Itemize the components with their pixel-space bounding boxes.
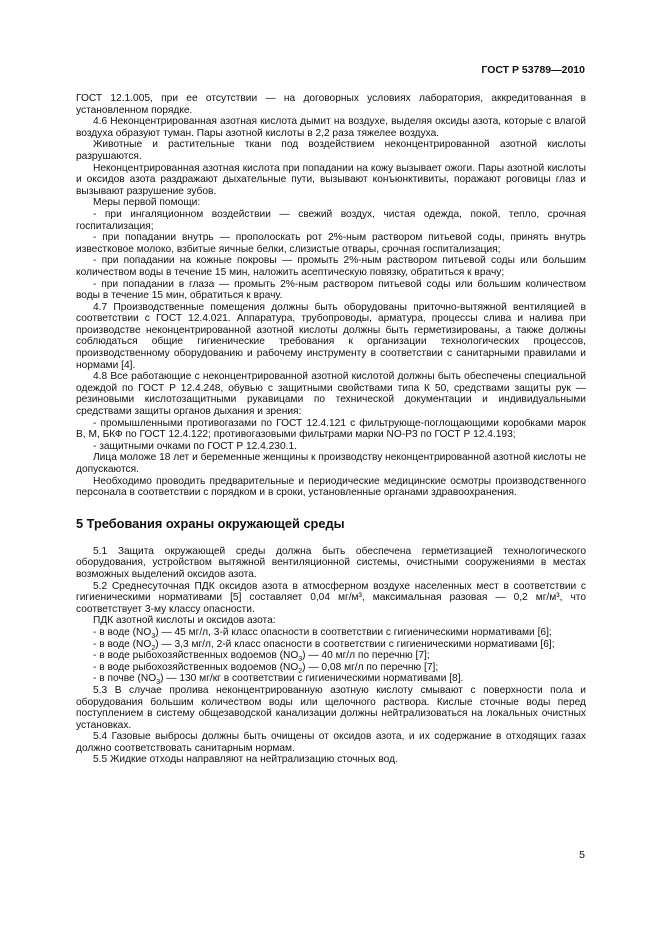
- pdk-item: - в воде рыбохозяйственных водоемов $(NO_2)$ — 0,08 мг/л по перечню [7];: [93, 661, 439, 675]
- first-aid-item: - при попадании на кожные покровы — промыть 2%-ным раствором питьевой соды или большим количеством воды в течение 15 мин, наложить асептическую повязку, обратиться к врачу;: [76, 255, 586, 278]
- document-code: ГОСТ Р 53789—2010: [481, 64, 585, 76]
- paragraph-4-5-continuation: ГОСТ 12.1.005, при ее отсутствии — на договорных условиях лаборатория, аккредитованная в установленном порядке.: [76, 93, 586, 116]
- first-aid-item: - при попадании в глаза — промыть 2%-ным раствором питьевой соды или большим количеством воды в течение 15 мин, обратиться к врачу.: [76, 278, 586, 302]
- ppe-item: - промышленными противогазами по ГОСТ 12.4.121 с фильтрующе-поглощающими коробками марок В, М, БКФ по ГОСТ 12.4.122; противогазовыми фильтрами марки NO-P3 по ГОСТ Р 12.4.193;: [76, 417, 586, 441]
- section-5-heading: 5 Требования охраны окружающей среды: [76, 515, 345, 531]
- paragraph-animal-tissue: Животные и растительные ткани под воздействием неконцентрированной азотной кислоты разрушаются.: [76, 139, 586, 162]
- pdk-item: - в почве $(NO_3)$ — 130 мг/кг в соответствии с гигиеническими нормативами [8].: [93, 673, 464, 687]
- paragraph-4-8: 4.8 Все работающие с неконцентрированной азотной кислотой должны быть обеспечены специальной одеждой по ГОСТ Р 12.4.248, обувью с защитными свойствами типа К 50, средствами защиты рук — резиновыми кислотозащитными рукавицами по технической документации и индивидуальными средствами защиты органов дыхания и зрения:: [76, 371, 586, 418]
- page-body: [76, 93, 586, 766]
- paragraph-5-4: 5.4 Газовые выбросы должны быть очищены от оксидов азота, и их содержание в отходящих газах должно соответствовать санитарным нормам.: [76, 731, 586, 754]
- first-aid-title: Меры первой помощи:: [93, 197, 201, 209]
- paragraph-5-3: 5.3 В случае пролива неконцентрированную азотную кислоту смывают с поверхности пола и оборудования большим количеством воды или щелочного раствора. Кислые сточные воды перед поступлением в систему общезаводской канализации должны нейтрализоваться на локальных очистных установках.: [76, 684, 586, 731]
- first-aid-item: - при попадании внутрь — прополоскать рот 2%-ным раствором питьевой соды, принять внутрь известковое молоко, взбитые яичные белки, слизистые отвары, срочная госпитализация;: [76, 232, 586, 255]
- paragraph-5-5: 5.5 Жидкие отходы направляют на нейтрализацию сточных вод.: [93, 754, 398, 766]
- paragraph-4-6: 4.6 Неконцентрированная азотная кислота дымит на воздухе, выделяя оксиды азота, которые с влагой воздуха образуют туман. Пары азотной кислоты в 2,2 раза тяжелее воздуха.: [76, 116, 586, 139]
- paragraph-skin-contact: Неконцентрированная азотная кислота при попадании на кожу вызывает ожоги. Пары азотной кислоты и оксидов азота раздражают дыхательные пути, вызывают конъюнктивиты, поражают роговицы глаз и вызывают разрушение зубов.: [76, 162, 586, 197]
- pdk-title: ПДК азотной кислоты и оксидов азота:: [93, 615, 276, 627]
- paragraph-5-2: 5.2 Среднесуточная ПДК оксидов азота в атмосферном воздухе населенных мест в соответствии с гигиеническими нормативами [5] составляет 0,04 мг/м³, максимальная разовая — 0,2 мг/м³, что соответствует 3-му классу опасности.: [76, 580, 586, 615]
- page-number: 5: [579, 849, 585, 861]
- paragraph-4-7: 4.7 Производственные помещения должны быть оборудованы приточно-вытяжной вентиляцией в соответствии с ГОСТ 12.4.021. Аппаратура, трубопроводы, арматура, процессы слива и налива при производстве неконцентрированной азотной кислоты должны быть герметизированы, а также должны соблюдаться общие гигиенические требования к организации технологических процессов, производственному оборудованию и рабочему инструменту в соответствии с санитарными правилами и нормами [4].: [76, 301, 586, 371]
- pdk-item: - в воде рыбохозяйственных водоемов $(NO_3)$ — 40 мг/л по перечню [7];: [93, 650, 430, 664]
- ppe-item: - защитными очками по ГОСТ Р 12.4.230.1.: [93, 440, 297, 452]
- pdk-item: - в воде $(NO_2)$ — 3,3 мг/л, 2-й класс опасности в соответствии с гигиеническими нормативами [6];: [93, 638, 555, 652]
- pdk-item: - в воде $(NO_3)$ — 45 мг/л, 3-й класс опасности в соответствии с гигиеническими нормативами [6];: [93, 626, 552, 640]
- paragraph-5-1: 5.1 Защита окружающей среды должна быть обеспечена герметизацией технологического оборудования, устройством вытяжной вентиляционной системы, очистными сооружениями в местах возможных выделений оксидов азота.: [76, 545, 586, 580]
- first-aid-item: - при ингаляционном воздействии — свежий воздух, чистая одежда, покой, тепло, срочная госпитализация;: [76, 208, 586, 232]
- paragraph-medical: Необходимо проводить предварительные и периодические медицинские осмотры производственного персонала в соответствии с порядком и в сроки, установленные органами здравоохранения.: [76, 475, 586, 499]
- paragraph-minors: Лица моложе 18 лет и беременные женщины к производству неконцентрированной азотной кислоты не допускаются.: [76, 452, 586, 475]
